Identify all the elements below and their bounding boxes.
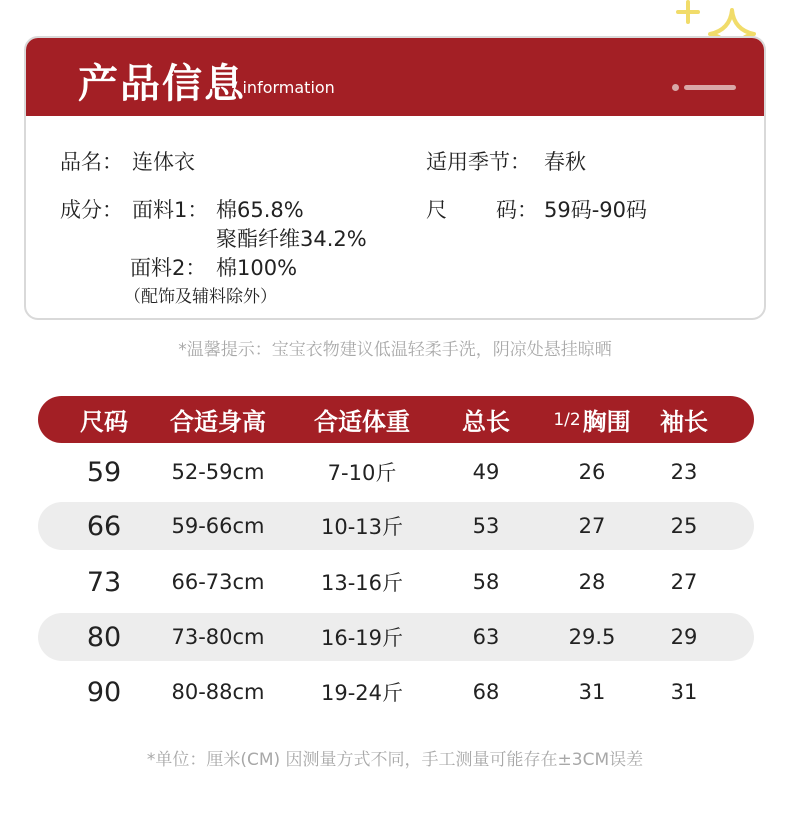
cell-chest: 26 [578,460,606,484]
cell-size: 80 [86,621,122,653]
header-size: 尺码 [80,408,128,436]
cell-sleeve: 25 [670,514,698,538]
name-value: 连体衣 [132,150,195,174]
header-bar [684,85,736,90]
fabric1-label: 面料1： [132,198,209,222]
cell-chest: 27 [578,514,606,538]
cell-chest: 31 [578,680,606,704]
product-info-card [24,36,766,320]
card-subtitle: / information [232,78,335,97]
table-row [38,502,754,550]
card-header [26,38,764,116]
size-label-2: 码： [496,198,538,222]
cell-chest: 28 [578,570,606,594]
cell-height: 73-80cm [171,625,265,649]
header-weight: 合适体重 [314,408,410,436]
cell-weight: 19-24斤 [320,681,404,705]
cell-size: 59 [86,456,122,488]
cell-length: 53 [472,514,500,538]
table-row [38,613,754,661]
header-length: 总长 [462,408,510,436]
fabric2-label: 面料2： [130,256,207,280]
header-sleeve: 袖长 [660,408,708,436]
fabric1-line2: 聚酯纤维34.2% [216,227,367,251]
size-label-1: 尺 [426,198,447,222]
cell-weight: 10-13斤 [320,515,404,539]
cell-length: 63 [472,625,500,649]
cell-weight: 16-19斤 [320,626,404,650]
cell-size: 73 [86,566,122,598]
fabric1-line1: 棉65.8% [216,198,304,222]
name-label: 品名： [60,150,123,174]
composition-label: 成分： [60,198,123,222]
cell-size: 90 [86,676,122,708]
cell-height: 52-59cm [171,460,265,484]
table-row [38,558,754,606]
header-dot [672,84,679,91]
cell-weight: 7-10斤 [327,461,397,485]
cell-sleeve: 31 [670,680,698,704]
care-tip: *温馨提示：宝宝衣物建议低温轻柔手洗，阴凉处悬挂晾晒 [178,340,612,360]
fabric2-value: 棉100% [216,256,298,280]
accessory-note: （配饰及辅料除外） [124,287,277,307]
cell-sleeve: 29 [670,625,698,649]
cell-sleeve: 27 [670,570,698,594]
season-value: 春秋 [544,150,586,174]
cell-chest: 29.5 [568,625,616,649]
size-table-header [38,396,754,443]
header-height: 合适身高 [170,408,266,436]
cell-length: 68 [472,680,500,704]
cell-length: 49 [472,460,500,484]
unit-note: *单位：厘米(CM) 因测量方式不同，手工测量可能存在±3CM误差 [146,750,644,770]
header-chest-fraction: 1/2 [553,409,581,430]
cell-weight: 13-16斤 [320,571,404,595]
cell-size: 66 [86,510,122,542]
table-row [38,448,754,496]
header-chest [553,396,630,443]
cell-length: 58 [472,570,500,594]
season-label: 适用季节： [426,150,531,174]
cell-height: 66-73cm [171,570,265,594]
size-range-value: 59码-90码 [544,198,648,222]
cell-sleeve: 23 [670,460,698,484]
cell-height: 59-66cm [171,514,265,538]
card-title: 产品信息 [78,61,246,107]
header-chest-label: 胸围 [582,408,631,436]
table-row [38,668,754,716]
cell-height: 80-88cm [171,680,265,704]
